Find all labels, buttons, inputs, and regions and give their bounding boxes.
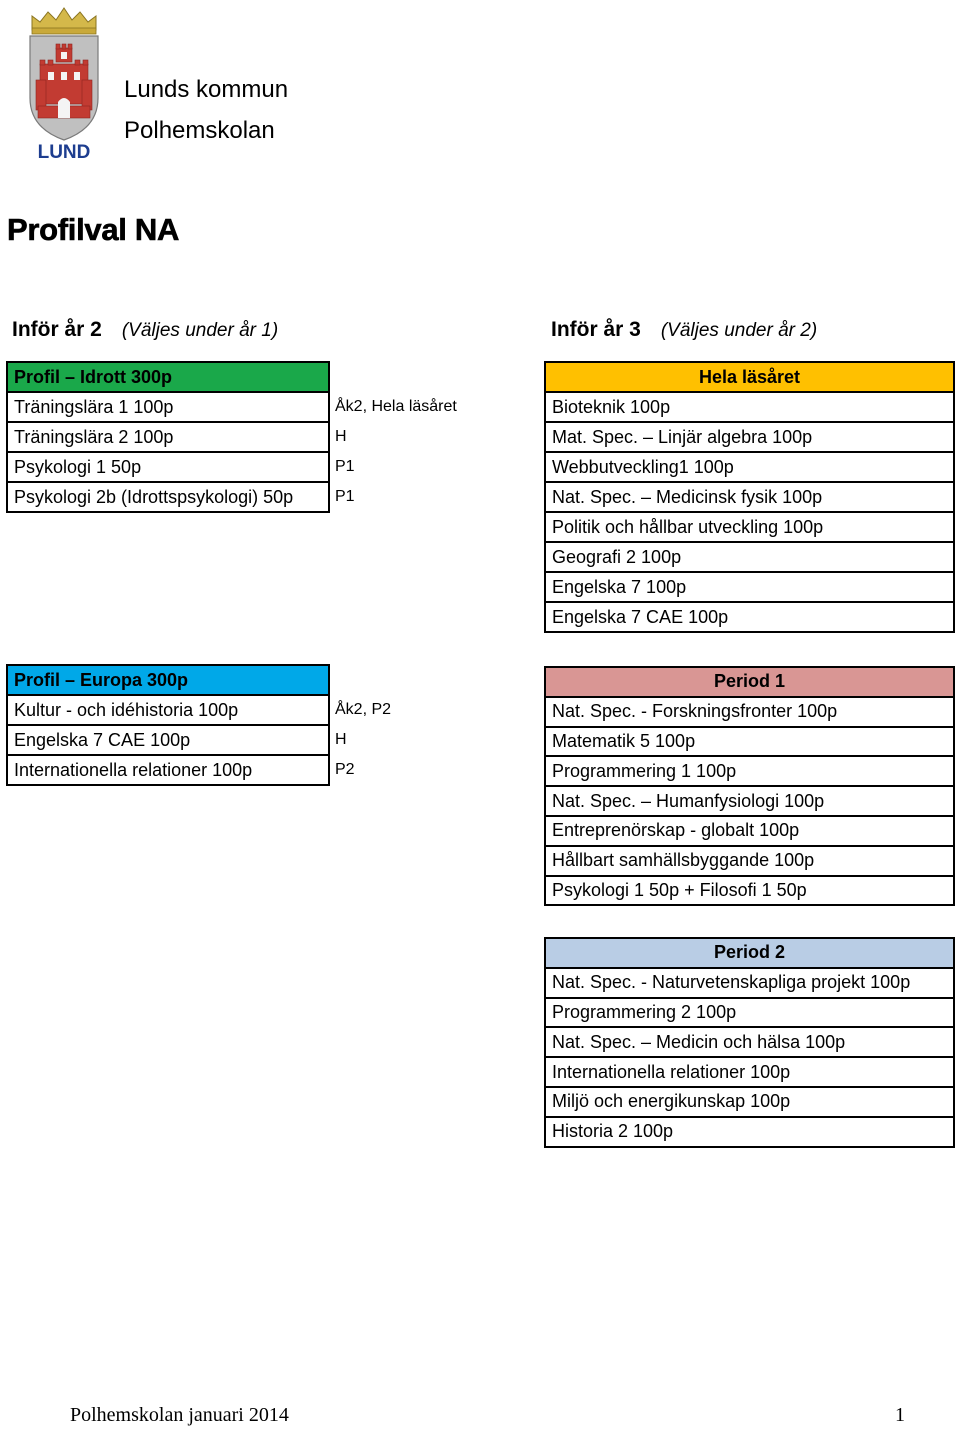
- table-row: [7, 422, 536, 452]
- table-header: Hela läsåret: [545, 362, 954, 392]
- course-cell: Webbutveckling1 100p: [545, 452, 954, 482]
- course-cell: Träningslära 2 100p: [7, 422, 329, 452]
- course-cell: Internationella relationer 100p: [7, 755, 329, 785]
- course-cell: Nat. Spec. - Forskningsfronter 100p: [545, 697, 954, 727]
- table-header-row: [7, 665, 536, 695]
- table-header: Profil – Idrott 300p: [7, 362, 329, 392]
- section-heading-year3: [551, 318, 817, 342]
- table-row: [7, 452, 536, 482]
- table-row: [545, 816, 954, 846]
- table-row: [545, 452, 954, 482]
- note-cell: P2: [335, 761, 355, 778]
- table-row: [545, 1117, 954, 1147]
- table-row: [545, 1027, 954, 1057]
- course-cell: Historia 2 100p: [545, 1117, 954, 1147]
- hela-lasaret-table: [544, 361, 955, 633]
- table-row: [7, 725, 536, 755]
- note-cell: P1: [335, 458, 355, 475]
- course-cell: Programmering 1 100p: [545, 756, 954, 786]
- course-cell: Nat. Spec. – Medicinsk fysik 100p: [545, 482, 954, 512]
- table-row: [545, 756, 954, 786]
- logo-text: LUND: [37, 142, 91, 162]
- table-row: [545, 1087, 954, 1117]
- course-cell: Miljö och energikunskap 100p: [545, 1087, 954, 1117]
- section-heading-sub: (Väljes under år 1): [121, 320, 279, 341]
- course-cell: Engelska 7 CAE 100p: [7, 725, 329, 755]
- school-name: Polhemskolan: [124, 117, 275, 144]
- note-cell: P1: [335, 488, 355, 505]
- section-heading-sub: (Väljes under år 2): [660, 320, 818, 341]
- table-row: [7, 392, 536, 422]
- course-cell: Träningslära 1 100p: [7, 392, 329, 422]
- course-cell: Engelska 7 100p: [545, 572, 954, 602]
- table-header-row: [545, 362, 954, 392]
- note-cell: H: [335, 428, 347, 445]
- table-row: [7, 482, 536, 512]
- profil-idrott-table: [6, 361, 537, 513]
- period-2-table: [544, 937, 955, 1148]
- table-row: [545, 602, 954, 632]
- course-cell: Bioteknik 100p: [545, 392, 954, 422]
- course-cell: Programmering 2 100p: [545, 998, 954, 1028]
- note-cell: Åk2, Hela läsåret: [335, 398, 457, 415]
- table-header-row: [7, 362, 536, 392]
- course-cell: Mat. Spec. – Linjär algebra 100p: [545, 422, 954, 452]
- section-heading-year2: [12, 318, 278, 342]
- profil-europa-table: [6, 664, 537, 786]
- table-header-row: [545, 667, 954, 697]
- organization-name: Lunds kommun: [124, 76, 289, 103]
- course-cell: Kultur - och idéhistoria 100p: [7, 695, 329, 725]
- course-cell: Nat. Spec. – Medicin och hälsa 100p: [545, 1027, 954, 1057]
- course-cell: Psykologi 2b (Idrottspsykologi) 50p: [7, 482, 329, 512]
- table-row: [545, 572, 954, 602]
- course-cell: Psykologi 1 50p: [7, 452, 329, 482]
- course-cell: Engelska 7 CAE 100p: [545, 602, 954, 632]
- table-row: [545, 482, 954, 512]
- course-cell: Politik och hållbar utveckling 100p: [545, 512, 954, 542]
- lund-coat-of-arms-logo: [26, 6, 102, 162]
- table-row: [545, 697, 954, 727]
- course-cell: Nat. Spec. – Humanfysiologi 100p: [545, 786, 954, 816]
- page-number: 1: [895, 1404, 905, 1426]
- table-row: [545, 998, 954, 1028]
- table-row: [545, 846, 954, 876]
- table-header: Period 1: [545, 667, 954, 697]
- table-header: Period 2: [545, 938, 954, 968]
- table-header: Profil – Europa 300p: [7, 665, 329, 695]
- table-row: [545, 1057, 954, 1087]
- section-heading-main: Inför år 3: [551, 318, 641, 341]
- course-cell: Internationella relationer 100p: [545, 1057, 954, 1087]
- table-row: [545, 512, 954, 542]
- course-cell: Geografi 2 100p: [545, 542, 954, 572]
- course-cell: Psykologi 1 50p + Filosofi 1 50p: [545, 876, 954, 906]
- table-row: [545, 542, 954, 572]
- table-row: [545, 968, 954, 998]
- course-cell: Nat. Spec. - Naturvetenskapliga projekt 100p: [545, 968, 954, 998]
- note-cell: Åk2, P2: [335, 701, 392, 718]
- section-heading-main: Inför år 2: [12, 318, 102, 341]
- course-cell: Hållbart samhällsbyggande 100p: [545, 846, 954, 876]
- course-cell: Matematik 5 100p: [545, 727, 954, 757]
- table-row: [7, 755, 536, 785]
- page-title: Profilval NA: [7, 212, 180, 247]
- table-row: [545, 392, 954, 422]
- table-row: [545, 786, 954, 816]
- table-row: [545, 876, 954, 906]
- footer-text: Polhemskolan januari 2014: [70, 1404, 289, 1426]
- note-cell: H: [335, 731, 347, 748]
- table-row: [545, 727, 954, 757]
- period-1-table: [544, 666, 955, 906]
- table-row: [7, 695, 536, 725]
- table-row: [545, 422, 954, 452]
- table-header-row: [545, 938, 954, 968]
- course-cell: Entreprenörskap - globalt 100p: [545, 816, 954, 846]
